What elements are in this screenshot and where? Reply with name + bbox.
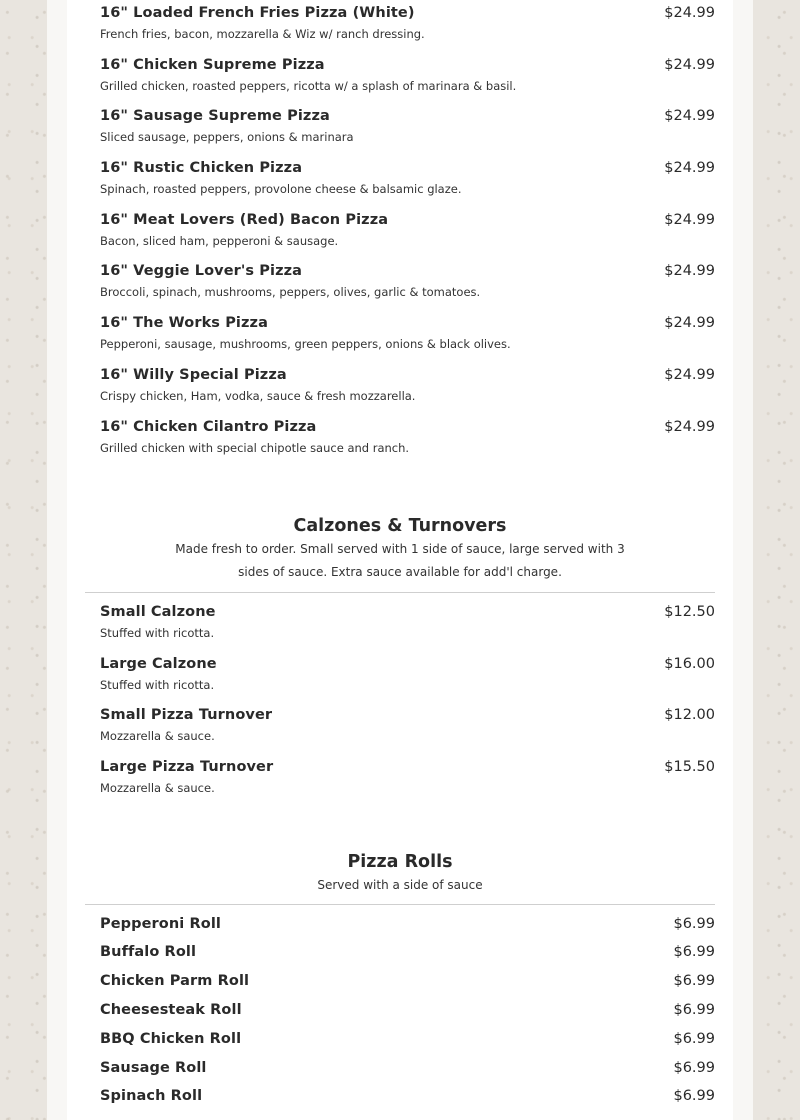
menu-item[interactable] [85, 1080, 715, 1109]
menu-item[interactable] [85, 255, 715, 307]
item-price: $6.99 [673, 1030, 715, 1047]
item-price: $24.99 [664, 108, 715, 125]
section-subtitle: Served with a side of sauce [317, 877, 483, 892]
menu-content [85, 0, 715, 1109]
item-price: $6.99 [673, 915, 715, 932]
menu-item[interactable] [85, 648, 715, 700]
item-description: Stuffed with ricotta. [100, 626, 215, 641]
menu-item[interactable] [85, 204, 715, 256]
item-price: $6.99 [673, 1059, 715, 1076]
item-name: Small Calzone [100, 604, 216, 621]
item-description: Broccoli, spinach, mushrooms, peppers, olives, garlic & tomatoes. [100, 285, 481, 300]
item-price: $24.99 [664, 263, 715, 280]
item-name: Large Pizza Turnover [100, 758, 274, 775]
item-price: $24.99 [664, 211, 715, 228]
menu-item[interactable] [85, 699, 715, 751]
menu-item[interactable] [85, 751, 715, 803]
item-name: Large Calzone [100, 655, 217, 672]
item-description: Sliced sausage, peppers, onions & marinara [100, 130, 354, 145]
item-description: French fries, bacon, mozzarella & Wiz w/ ranch dressing. [100, 27, 425, 41]
item-name: Pepperoni Roll [100, 915, 221, 932]
item-description: Grilled chicken with special chipotle sauce and ranch. [100, 440, 410, 455]
item-description: Crispy chicken, Ham, vodka, sauce & fresh mozzarella. [100, 388, 416, 403]
item-name: 16" Rustic Chicken Pizza [100, 160, 303, 177]
menu-item[interactable] [85, 1023, 715, 1052]
item-description: Mozzarella & sauce. [100, 780, 215, 795]
item-description: Stuffed with ricotta. [100, 677, 215, 692]
section-subtitle: Made fresh to order. Small served with 1 side of sauce, large served with 3 sides of sauce. Extra sauce available for add'l charge. [175, 542, 625, 580]
item-price: $12.00 [664, 707, 715, 724]
section-divider [85, 904, 715, 905]
item-name: 16" Veggie Lover's Pizza [100, 263, 303, 280]
item-price: $6.99 [673, 944, 715, 961]
item-description: Grilled chicken, roasted peppers, ricotta w/ a splash of marinara & basil. [100, 78, 517, 93]
menu-item[interactable] [85, 936, 715, 965]
section-divider [85, 592, 715, 593]
item-price: $24.99 [664, 418, 715, 435]
section-title: Pizza Rolls [347, 851, 453, 872]
item-price: $24.99 [664, 315, 715, 332]
item-name: Cheesesteak Roll [100, 1001, 242, 1018]
item-name: 16" Meat Lovers (Red) Bacon Pizza [100, 211, 389, 228]
item-description: Pepperoni, sausage, mushrooms, green peppers, onions & black olives. [100, 337, 511, 352]
item-price: $12.50 [664, 604, 715, 621]
menu-item[interactable] [85, 965, 715, 994]
roll-list [85, 908, 715, 1110]
menu-item[interactable] [85, 1052, 715, 1081]
item-name: Chicken Parm Roll [100, 973, 250, 990]
rolls-header [85, 850, 715, 897]
item-name: Spinach Roll [100, 1088, 203, 1105]
item-name: 16" Chicken Cilantro Pizza [100, 418, 317, 435]
item-price: $15.50 [664, 758, 715, 775]
item-price: $6.99 [673, 973, 715, 990]
menu-item[interactable] [85, 307, 715, 359]
calzone-list [85, 596, 715, 802]
item-name: BBQ Chicken Roll [100, 1030, 242, 1047]
menu-item[interactable] [85, 0, 715, 49]
item-name: 16" The Works Pizza [100, 315, 268, 332]
item-name: Buffalo Roll [100, 944, 197, 961]
calzones-header [85, 514, 715, 584]
item-description: Mozzarella & sauce. [100, 729, 215, 744]
item-name: Small Pizza Turnover [100, 707, 273, 724]
item-price: $24.99 [664, 366, 715, 383]
item-name: 16" Loaded French Fries Pizza (White) [100, 5, 415, 21]
item-price: $16.00 [664, 655, 715, 672]
item-description: Bacon, sliced ham, pepperoni & sausage. [100, 233, 339, 248]
item-description: Spinach, roasted peppers, provolone cheese & balsamic glaze. [100, 182, 462, 197]
menu-item[interactable] [85, 49, 715, 101]
menu-item[interactable] [85, 994, 715, 1023]
item-price: $24.99 [664, 5, 715, 21]
menu-item[interactable] [85, 100, 715, 152]
item-name: 16" Willy Special Pizza [100, 366, 287, 383]
item-price: $24.99 [664, 160, 715, 177]
menu-item[interactable] [85, 596, 715, 648]
item-name: 16" Chicken Supreme Pizza [100, 56, 325, 73]
item-price: $6.99 [673, 1088, 715, 1105]
pizza-list [85, 0, 715, 462]
item-price: $24.99 [664, 56, 715, 73]
menu-item[interactable] [85, 411, 715, 463]
item-name: 16" Sausage Supreme Pizza [100, 108, 330, 125]
item-name: Sausage Roll [100, 1059, 207, 1076]
menu-item[interactable] [85, 152, 715, 204]
section-title: Calzones & Turnovers [293, 516, 507, 537]
menu-item[interactable] [85, 908, 715, 937]
item-price: $6.99 [673, 1001, 715, 1018]
menu-item[interactable] [85, 359, 715, 411]
